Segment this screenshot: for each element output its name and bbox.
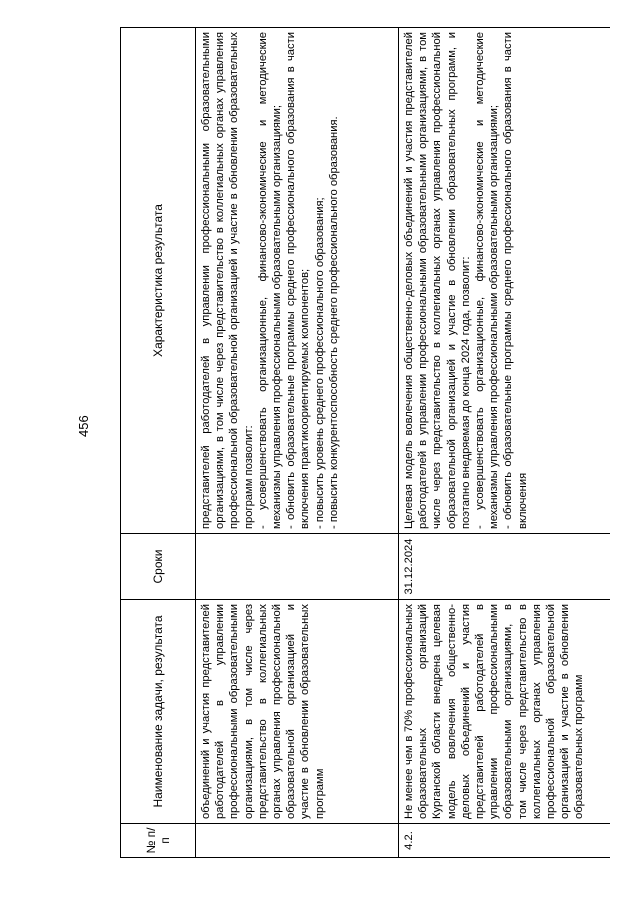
characteristic-line: Целевая модель вовлечения общественно-деловых объединений и участия представителей работодателей в управлении профессиональными образовательными организациями, в том числе через представительство в коллегиальных органах управления профессиональной образовательной организацией и участие в обновлении образовательных программ, и поэтапно внедряемая до конца 2024 года, позволит: [403, 32, 472, 529]
table-row [399, 28, 611, 858]
characteristic-line: - усовершенствовать организационные, финансово-экономические и методические механизмы управления профессиональными образовательными организациями; [256, 32, 284, 529]
row-characteristics [196, 28, 399, 534]
characteristic-line: - обновить образовательные программы среднего профессионального образования в части включения практикоориентируемых компонентов; [285, 32, 312, 529]
row-task: Не менее чем в 70% профессиональных образовательных организаций Курганской области внедрена целевая модель вовлечения общественно-деловых объединений и участия представителей работодателей в управлении профессиональными образовательными организациями, в том числе через представительство в коллегиальных органах управления профессиональной образовательной организацией и участие в обновлении образовательных программ [399, 600, 611, 824]
characteristic-line: - усовершенствовать организационные, финансово-экономические и методические механизмы управления профессиональными образовательными организациями; [474, 32, 501, 529]
row-num [196, 824, 399, 858]
characteristic-line: - повысить конкурентоспособность среднего профессионального образования. [327, 116, 340, 529]
characteristic-line: - повысить уровень среднего профессионального образования; [313, 197, 326, 529]
table-header-row [121, 28, 196, 858]
header-characteristics: Характеристика результата [121, 28, 196, 534]
header-num: № п/п [121, 824, 196, 858]
characteristic-line: - обновить образовательные программы среднего профессионального образования в части включения [502, 32, 529, 529]
characteristic-line: представителей работодателей в управлении профессиональными образовательными организациями, в том числе через представительство в коллегиальных органах управления профессиональной образовательной организацией и участие в обновлении образовательных программ позволит: [200, 32, 255, 529]
header-deadline: Сроки [121, 534, 196, 600]
results-table [120, 27, 610, 858]
page-number: 456 [76, 415, 91, 437]
row-num: 4.2. [399, 824, 611, 858]
row-task: объединений и участия представителей работодателей в управлении профессиональными образовательными организациями, в том числе через представительство в коллегиальных органах управления профессиональной образовательной организацией и участие в обновлении образовательных программ [196, 600, 399, 824]
header-task: Наименование задачи, результата [121, 600, 196, 824]
row-deadline: 31.12.2024 [399, 534, 611, 600]
row-characteristics [399, 28, 611, 534]
rotated-table-container [120, 28, 607, 858]
row-deadline [196, 534, 399, 600]
table-row [196, 28, 399, 858]
